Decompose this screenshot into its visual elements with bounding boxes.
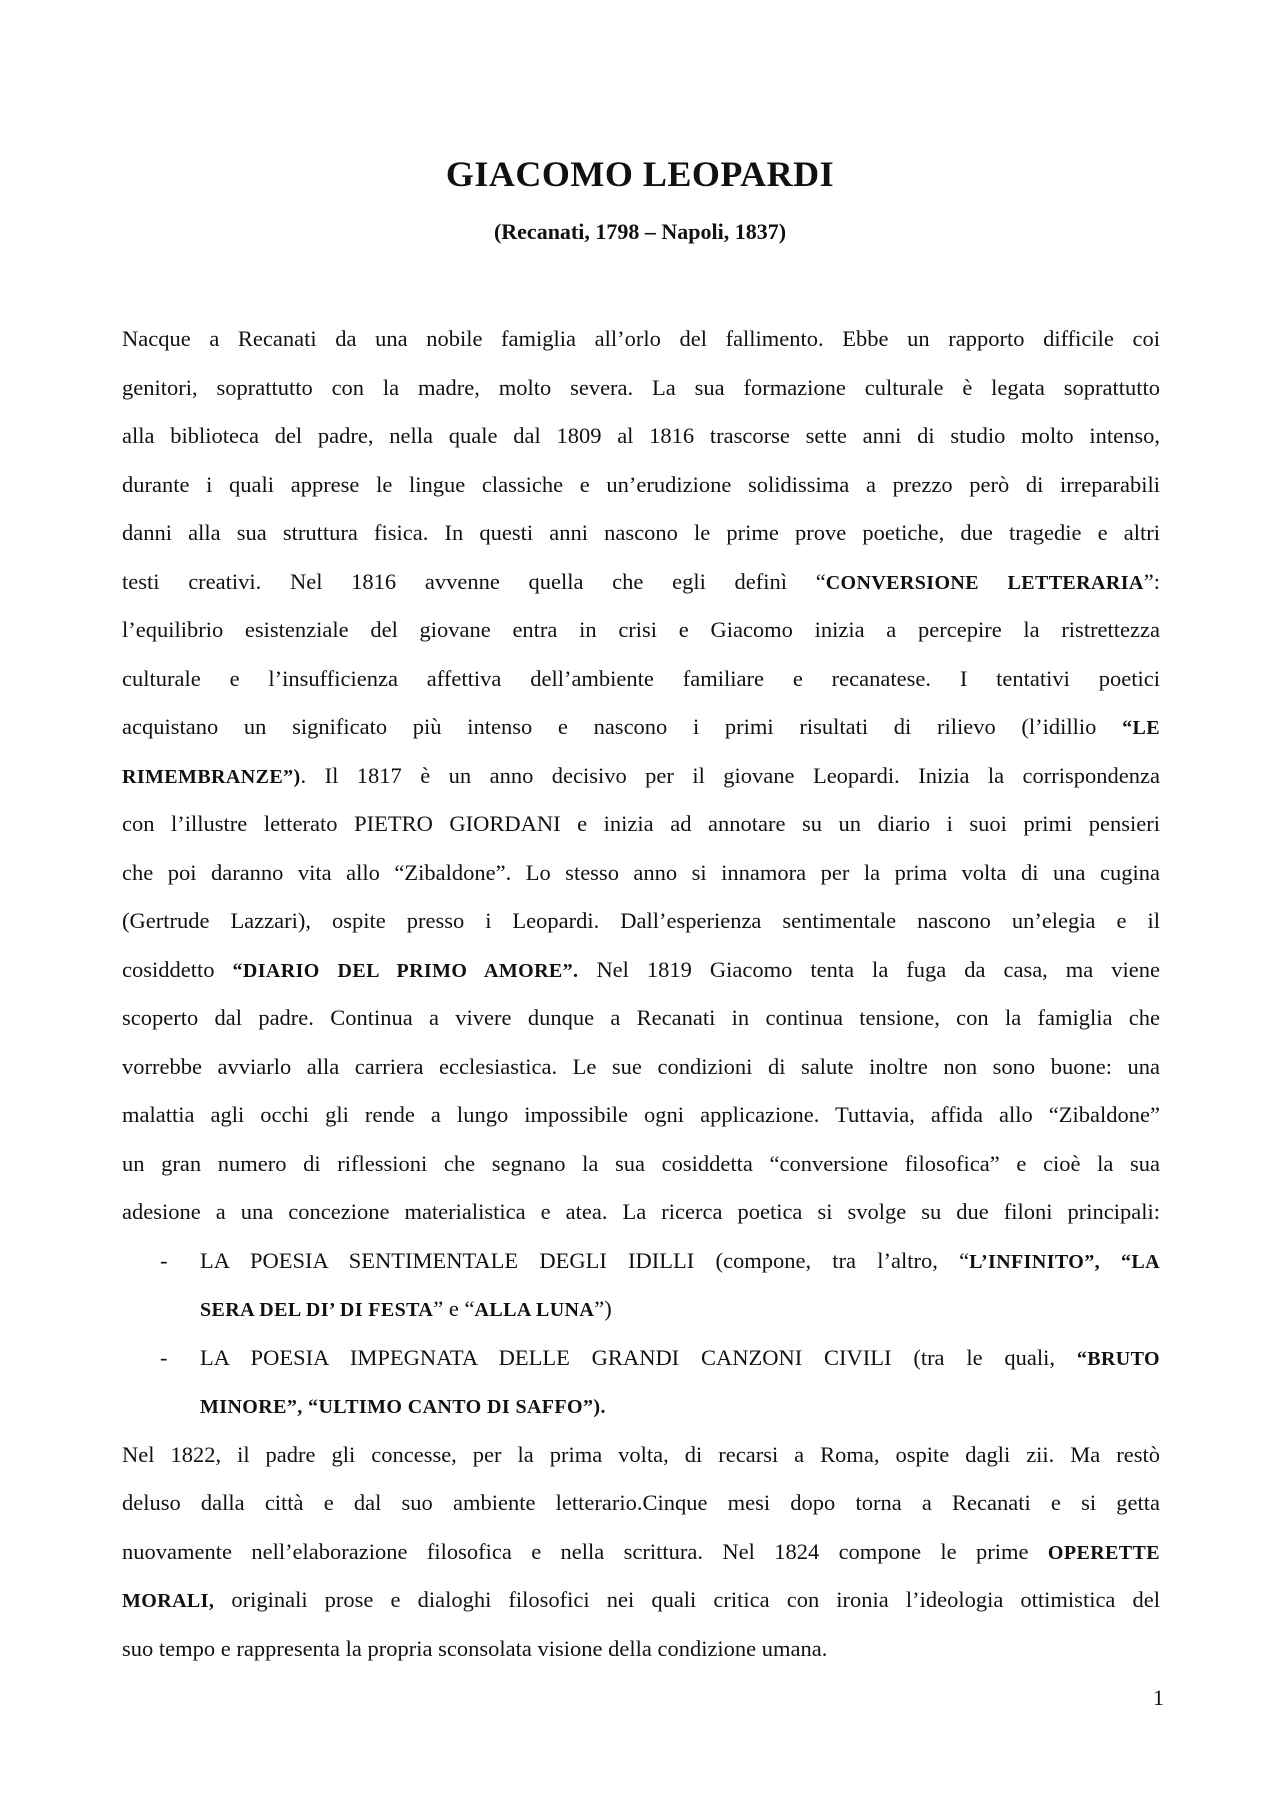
emphasis-rimembranze: RIMEMBRANZE”) <box>122 765 301 788</box>
text-run: Nel 1819 Giacomo tenta la fuga da casa, ma viene <box>578 956 1160 982</box>
text-run: acquistano un significato più intenso e nascono i primi risultati di rilievo (l’idillio <box>122 714 1123 739</box>
bullet-dash: - <box>160 1344 168 1370</box>
text-line: con l’illustre letterato PIETRO GIORDANI e inizia ad annotare su un diario i suoi primi pensieri <box>122 811 1160 836</box>
text-run: ”: <box>1143 568 1160 594</box>
text-line: Nel 1822, il padre gli concesse, per la prima volta, di recarsi a Roma, ospite dagli zii. Ma restò <box>122 1441 1160 1467</box>
text-run: ” e “ <box>433 1296 475 1321</box>
body-text <box>122 315 1160 1673</box>
list-item <box>160 1334 1160 1383</box>
text-line: durante i quali apprese le lingue classiche e un’erudizione solidissima a prezzo però di irreparabili <box>122 471 1160 497</box>
text-line: genitori, soprattutto con la madre, molto severa. La sua formazione culturale è legata soprattutto <box>122 374 1160 400</box>
text-line: vorrebbe avviarlo alla carriera ecclesiastica. Le sue condizioni di salute inoltre non sono buone: una <box>122 1053 1160 1079</box>
text-line: danni alla sua struttura fisica. In questi anni nascono le prime prove poetiche, due tragedie e altri <box>122 520 1160 545</box>
list-item-continued <box>200 1382 1160 1431</box>
text-line: Nacque a Recanati da una nobile famiglia all’orlo del fallimento. Ebbe un rapporto difficile coi <box>122 326 1160 351</box>
text-run: testi creativi. Nel 1816 avvenne quella che egli definì “ <box>122 568 826 594</box>
text-run: . Il 1817 è un anno decisivo per il giovane Leopardi. Inizia la corrispondenza <box>300 762 1160 788</box>
text-run: LA POESIA IMPEGNATA DELLE GRANDI CANZONI CIVILI (tra le quali, <box>200 1344 1077 1370</box>
page-title: GIACOMO LEOPARDI <box>445 154 835 194</box>
text-line <box>122 946 1160 995</box>
text-line: malattia agli occhi gli rende a lungo impossibile ogni applicazione. Tuttavia, affida allo “Zibaldone” <box>122 1102 1160 1127</box>
text-line <box>122 1576 1160 1625</box>
text-line <box>122 558 1160 607</box>
text-line: suo tempo e rappresenta la propria sconsolata visione della condizione umana. <box>122 1635 828 1661</box>
text-run: originali prose e dialoghi filosofici nei quali critica con ironia l’ideologia ottimistica del <box>214 1587 1160 1612</box>
text-run: ”) <box>594 1296 612 1321</box>
emphasis-la: “LA <box>1121 1250 1160 1273</box>
text-line: deluso dalla città e dal suo ambiente letterario.Cinque mesi dopo torna a Recanati e si getta <box>122 1490 1160 1515</box>
bullet-dash: - <box>160 1247 168 1273</box>
text-line: scoperto dal padre. Continua a vivere dunque a Recanati in continua tensione, con la famiglia che <box>122 1005 1160 1030</box>
text-run: LA POESIA SENTIMENTALE DEGLI IDILLI (compone, tra l’altro, “ <box>200 1247 970 1273</box>
page-number: 1 <box>1153 1685 1164 1710</box>
text-line: (Gertrude Lazzari), ospite presso i Leopardi. Dall’esperienza sentimentale nascono un’elegia e il <box>122 908 1160 933</box>
text-line: alla biblioteca del padre, nella quale dal 1809 al 1816 trascorse sette anni di studio molto intenso, <box>122 423 1160 448</box>
list-item <box>160 1237 1160 1286</box>
emphasis-sera-del-di: SERA DEL DI’ DI FESTA <box>200 1299 434 1321</box>
emphasis-diario-primo-amore: “DIARIO DEL PRIMO AMORE”. <box>232 959 579 982</box>
text-line: adesione a una concezione materialistica e atea. La ricerca poetica si svolge su due filoni principali: <box>122 1199 1160 1224</box>
text-line <box>122 1528 1160 1577</box>
text-line: che poi daranno vita allo “Zibaldone”. Lo stesso anno si innamora per la prima volta di una cugina <box>122 859 1160 885</box>
emphasis-bruto-minore-saffo: MINORE”, “ULTIMO CANTO DI SAFFO”). <box>200 1396 606 1418</box>
page-subtitle: (Recanati, 1798 – Napoli, 1837) <box>493 219 787 244</box>
emphasis-bruto: “BRUTO <box>1076 1347 1160 1370</box>
text-line: culturale e l’insufficienza affettiva dell’ambiente familiare e recanatese. I tentativi poetici <box>122 665 1160 691</box>
emphasis-alla-luna: ALLA LUNA <box>474 1299 595 1321</box>
emphasis-le: “LE <box>1122 717 1160 739</box>
text-line: un gran numero di riflessioni che segnano la sua cosiddetta “conversione filosofica” e cioè la sua <box>122 1150 1160 1176</box>
text-line <box>122 752 1160 801</box>
text-line <box>122 703 1160 752</box>
text-line: l’equilibrio esistenziale del giovane entra in crisi e Giacomo inizia a percepire la ristrettezza <box>122 617 1160 642</box>
text-run: cosiddetto <box>122 956 233 982</box>
text-run: nuovamente nell’elaborazione filosofica e nella scrittura. Nel 1824 compone le prime <box>122 1538 1048 1564</box>
emphasis-conversione-letteraria: CONVERSIONE LETTERARIA <box>825 571 1144 594</box>
list-item-continued <box>200 1285 1160 1334</box>
emphasis-morali: MORALI, <box>122 1590 215 1612</box>
emphasis-infinito: L’INFINITO <box>969 1250 1085 1273</box>
text-run: ”, <box>1084 1250 1122 1273</box>
emphasis-operette: OPERETTE <box>1047 1541 1160 1564</box>
